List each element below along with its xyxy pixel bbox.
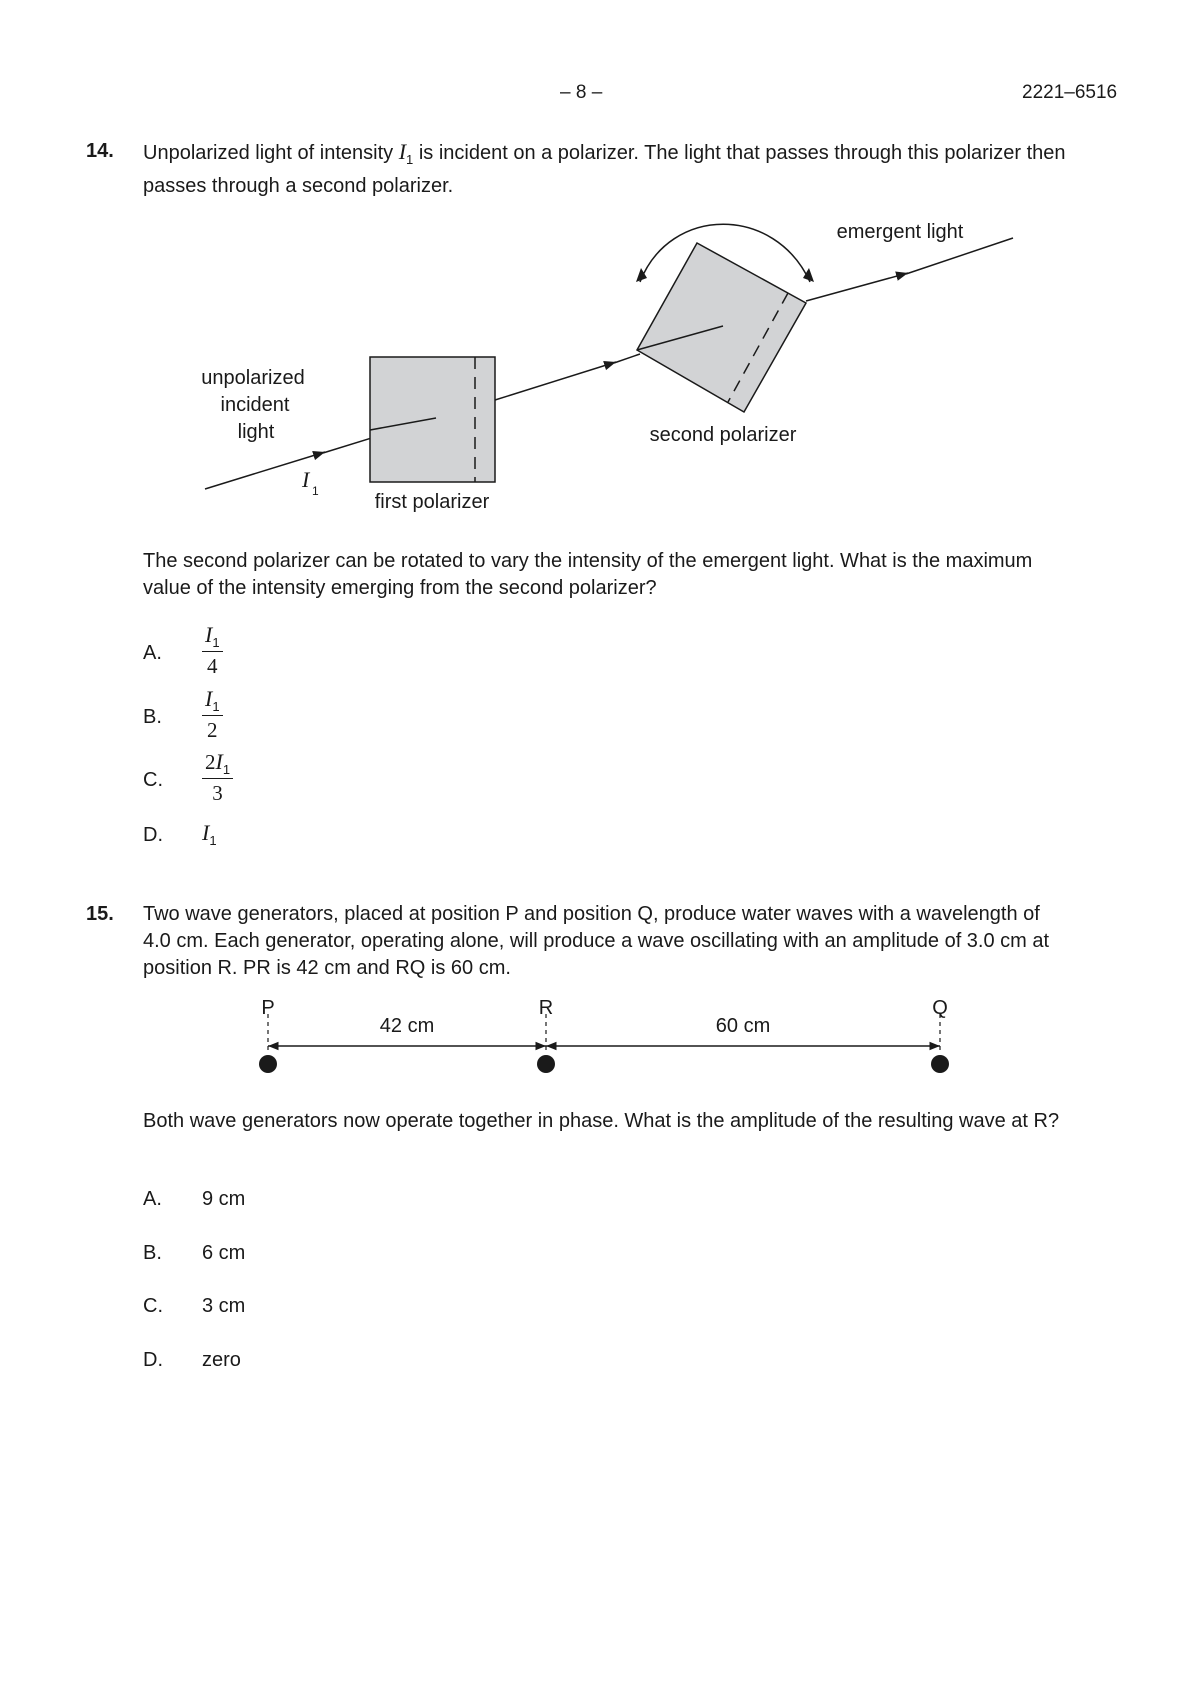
q15-option-a-letter: A. (143, 1188, 162, 1210)
label-unpolarized-line3: light (237, 421, 275, 443)
q15-option-b-letter: B. (143, 1242, 162, 1264)
q14-option-c-fraction: $\frac{2I_1}{3}$ (202, 751, 233, 804)
wave-generator-diagram (0, 990, 1200, 1080)
q14-option-c-value (202, 751, 233, 804)
label-emergent-light: emergent light (836, 221, 964, 243)
page-number: – 8 – (560, 82, 603, 103)
paper-code: 2221–6516 (1022, 82, 1118, 103)
emergent-beam (906, 238, 1013, 274)
q14-option-b-letter: B. (143, 706, 162, 728)
question-14-prompt: The second polarizer can be rotated to vary the intensity of the emergent light. What is the maximum value of the intensity emerging from the second polarizer? (143, 550, 1033, 599)
q15-option-d-value: zero (202, 1349, 241, 1371)
emergent-beam-arrow (806, 273, 908, 301)
point-R (537, 1055, 555, 1073)
q14-stem-part1: Unpolarized light of intensity (143, 142, 399, 164)
q14-intensity-symbol: I (398, 139, 407, 164)
q15-option-c-value: 3 cm (202, 1295, 246, 1317)
label-PR-distance: 42 cm (379, 1015, 435, 1037)
q14-intensity-subscript: 1 (406, 152, 414, 167)
label-unpolarized-line2: incident (220, 394, 290, 416)
transmitted-beam-arrow (495, 362, 616, 400)
q15-option-a-value: 9 cm (202, 1188, 246, 1210)
label-R: R (538, 997, 554, 1019)
polarizer-diagram (0, 0, 1200, 520)
q14-option-a-letter: A. (143, 642, 162, 664)
q14-option-a-fraction: $\frac{I_1}{4}$ (202, 624, 223, 677)
point-Q (931, 1055, 949, 1073)
label-RQ-distance: 60 cm (715, 1015, 771, 1037)
label-unpolarized-line1: unpolarized (201, 367, 305, 389)
question-15-number: 15. (86, 903, 114, 925)
label-first-polarizer: first polarizer (374, 491, 490, 513)
point-P (259, 1055, 277, 1073)
second-polarizer (637, 243, 806, 412)
question-15-prompt: Both wave generators now operate together in phase. What is the amplitude of the resulting wave at R? (143, 1110, 1060, 1132)
q14-option-b-value (202, 688, 223, 741)
q14-option-b-fraction: $\frac{I_1}{2}$ (202, 688, 223, 741)
q15-option-c-letter: C. (143, 1295, 163, 1317)
rotation-arrowhead-right (803, 268, 814, 282)
q14-stem-part2: is incident on a polarizer. The light that passes through this polarizer then passes through a second polarizer. (143, 142, 1066, 197)
first-polarizer (370, 357, 495, 482)
label-Q: Q (932, 997, 948, 1019)
question-15-stem: Two wave generators, placed at position P and position Q, produce water waves with a wavelength of 4.0 cm. Each generator, operating alone, will produce a wave oscillating with an amplitude of 3.0 cm at position R. PR is 42 cm and RQ is 60 cm. (143, 903, 1050, 979)
label-I-subscript: 1 (312, 484, 319, 498)
q15-option-b-value: 6 cm (202, 1242, 246, 1264)
q14-option-a-value (202, 624, 223, 677)
label-P: P (261, 997, 275, 1019)
label-second-polarizer: second polarizer (649, 424, 797, 446)
q15-option-d-letter: D. (143, 1349, 163, 1371)
transmitted-beam (614, 354, 640, 363)
q14-option-d-letter: D. (143, 824, 163, 846)
label-I: I (302, 467, 310, 492)
q14-option-d-value: $I_1$ (202, 820, 217, 848)
question-14-number: 14. (86, 140, 114, 162)
q14-option-c-letter: C. (143, 769, 163, 791)
